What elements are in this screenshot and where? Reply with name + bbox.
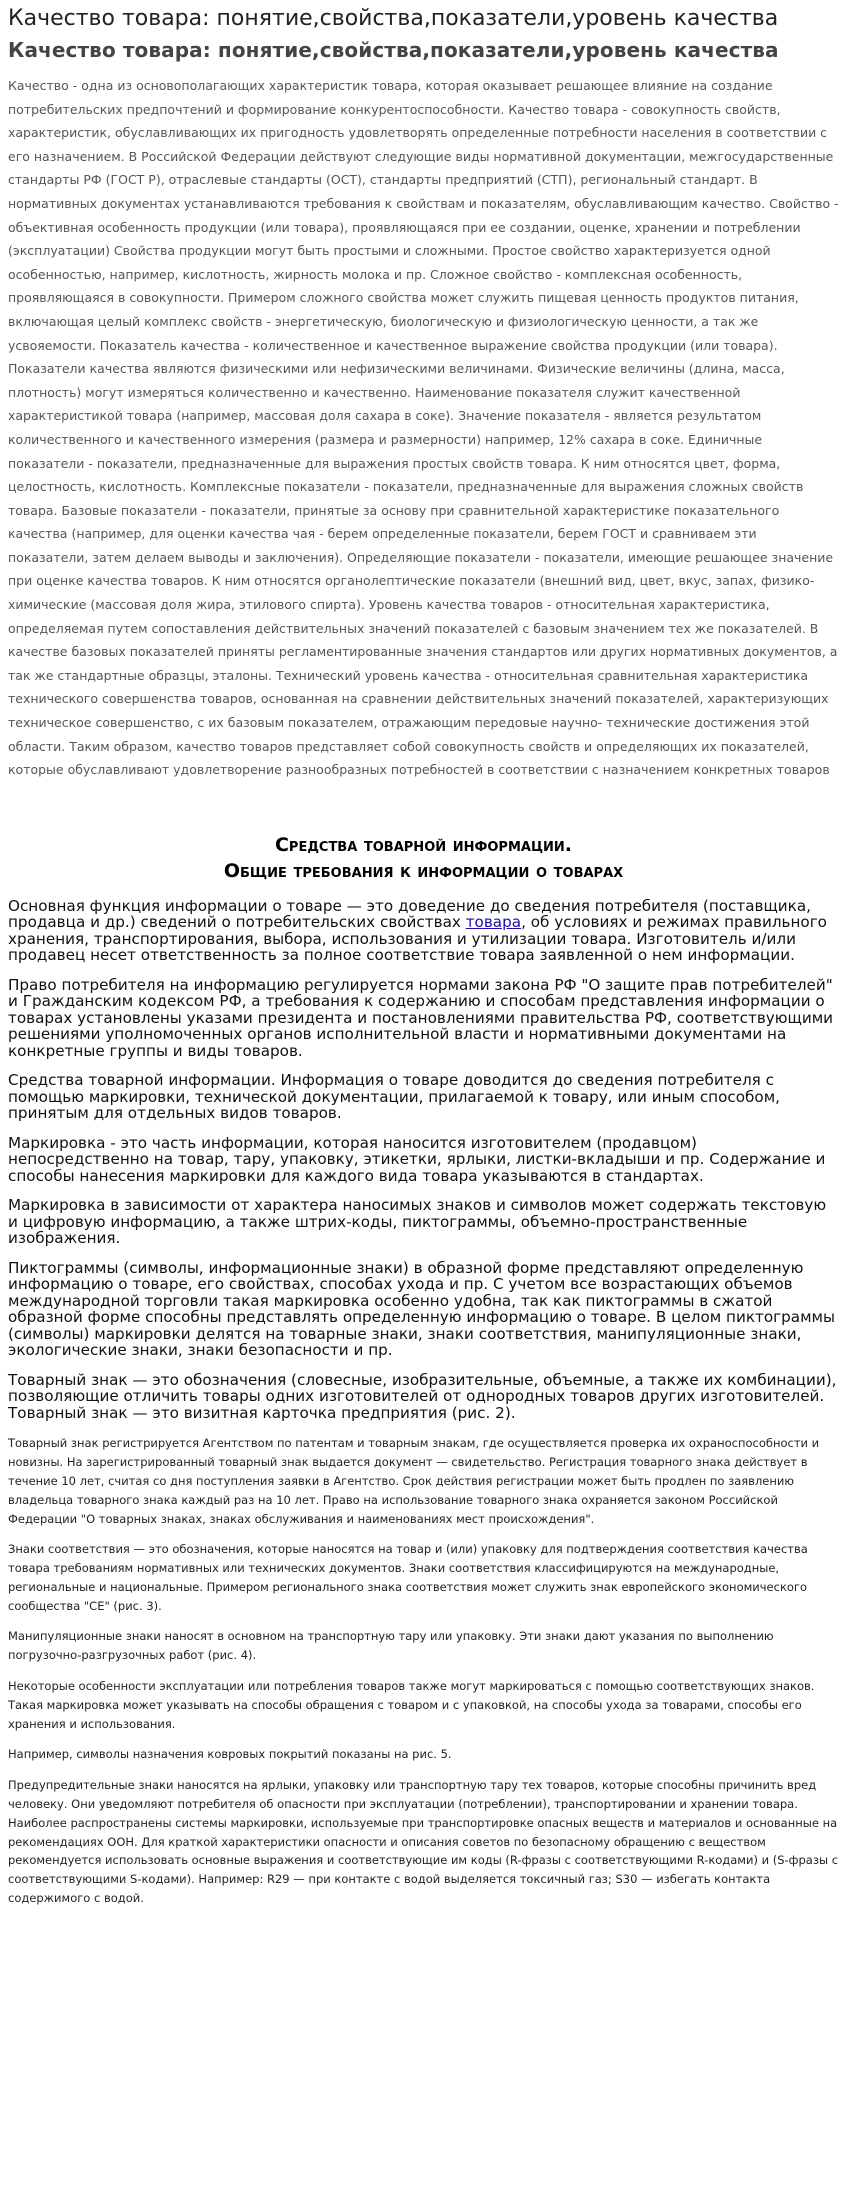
paragraph-info-means: Средства товарной информации. Информация о товаре доводится до сведения потребителя с помощью маркировки, технической документации, прилагаемой к товару, или иным способом, принятым для отдельных видов товаров. (8, 1071, 780, 1123)
paragraph-handling-marks: Манипуляционные знаки наносят в основном на транспортную тару или упаковку. Эти знаки дают указания по выполнению погрузочно-разгрузочных работ (рис. 4). (8, 1629, 774, 1663)
page-title: Качество товара: понятие,свойства,показатели,уровень качества (8, 6, 779, 31)
paragraph-usage-marks: Некоторые особенности эксплуатации или потребления товаров также могут маркироваться с помощью соответствующих знаков. Такая маркировка может указывать на способы обращения с товаром и с упаковкой, на способы ухода за товарами, способы его хранения и использования. (8, 1679, 815, 1731)
section-title-line1: Средства товарной информации. (274, 833, 573, 856)
section-title-line2: Общие требования к информации о товарах (223, 859, 624, 882)
paragraph-product-info-function (8, 898, 839, 964)
paragraph-marking: Маркировка - это часть информации, которая наносится изготовителем (продавцом) непосредственно на товар, тару, упаковку, этикетки, ярлыки, листки-вкладыши и пр. Содержание и способы нанесения маркировки для каждого вида товара указываются в стандартах. (8, 1133, 826, 1185)
paragraph-conformity-marks: Знаки соответствия — это обозначения, которые наносятся на товар и (или) упаковку для подтверждения соответствия качества товара требованиям нормативных или технических документов. Знаки соответствия классифицируются на международные, региональные и национальные. Примером регионального знака соответствия может служить знак европейского экономического сообщества "СЕ" (рис. 3). (8, 1542, 808, 1613)
paragraph-trademark-registration: Товарный знак регистрируется Агентством по патентам и товарным знакам, где осуществляется проверка их охраноспособности и новизны. На зарегистрированный товарный знак выдается документ — свидетельство. Регистрация товарного знака действует в течение 10 лет, считая со дня поступления заявки в Агентство. Срок действия регистрации может быть продлен по заявлению владельца товарного знака каждый раз на 10 лет. Право на использование товарного знака охраняется законом Российской Федерации "О товарных знаках, знаках обслуживания и наименованиях мест происхождения". (8, 1436, 820, 1526)
paragraph-consumer-rights: Право потребителя на информацию регулируется нормами закона РФ "О защите прав потребителей" и Гражданским кодексом РФ, а требования к содержанию и способам представления информации о товарах установлены указами президента и постановлениями правительства РФ, соответствующими решениями уполномоченных органов исполнительной власти и нормативными документами на конкретные группы и виды товаров. (8, 975, 834, 1060)
product-link[interactable]: товара (465, 913, 522, 932)
article-heading: Качество товара: понятие,свойства,показатели,уровень качества (8, 38, 779, 62)
paragraph-trademark: Товарный знак — это обозначения (словесные, изобразительные, объемные, а также их комбинации), позволяющие отличить товары одних изготовителей от однородных товаров других изготовителей. Товарный знак — это визитная карточка предприятия (рис. 2). (8, 1370, 837, 1422)
paragraph-text: Основная функция информации о товаре — это доведение до сведения потребителя (поставщика, продавца и др.) сведений о потребительских свойствах (8, 896, 811, 932)
paragraph-warning-signs: Предупредительные знаки наносятся на ярлыки, упаковку или транспортную тару тех товаров, которые способны причинить вред человеку. Они уведомляют потребителя об опасности при эксплуатации (потреблении), транспортировании и хранении товара. Наиболее распространены системы маркировки, используемые при транспортировке опасных веществ и материалов и основанные на рекомендациях ООН. Для краткой характеристики опасности и описания советов по безопасному обращению с веществом рекомендуется использовать основные выражения и соответствующие им коды (R-фразы с соответствующими R-кодами) и (S-фразы с соответствующими S-кодами). Например: R29 — при контакте с водой выделяется токсичный газ; S30 — избегать контакта содержимого с водой. (8, 1778, 839, 1906)
article-body: Качество - одна из основополагающих характеристик товара, которая оказывает решающее влияние на создание потребительских предпочтений и формирование конкурентоспособности. Качество товара - совокупность свойств, характеристик, обуславливающих их пригодность удовлетворять определенные потребности населения в соответствии с его назначением. В Российской Федерации действуют следующие виды нормативной документации, межгосударственные стандарты РФ (ГОСТ Р), отраслевые стандарты (ОСТ), стандарты предприятий (СТП), региональный стандарт. В нормативных документах устанавливаются требования к свойствам и показателям, обуславливающим качество. Свойство - объективная особенность продукции (или товара), проявляющаяся при ее создании, оценке, хранении и потреблении (эксплуатации) Свойства продукции могут быть простыми и сложными. Простое свойство характеризуется одной особенностью, например, кислотность, жирность молока и пр. Сложное свойство - комплексная особенность, проявляющаяся в совокупности. Примером сложного свойства может служить пищевая ценность продуктов питания, включающая целый комплекс свойств - энергетическую, биологическую и физиологическую ценности, а так же усвояемости. Показатель качества - количественное и качественное выражение свойства продукции (или товара). Показатели качества являются физическими или нефизическими величинами. Физические величины (длина, масса, плотность) могут измеряться количественно и качественно. Наименование показателя служит качественной характеристикой товара (например, массовая доля сахара в соке). Значение показателя - является результатом количественного и качественного измерения (размера и размерности) например, 12% сахара в соке. Единичные показатели - показатели, предназначенные для выражения простых свойств товара. К ним относятся цвет, форма, целостность, кислотность. Комплексные показатели - показатели, предназначенные для выражения сложных свойств товара. Базовые показатели - показатели, принятые за основу при сравнительной характеристике показательного качества (например, для оценки качества чая - берем определенные показатели, берем ГОСТ и сравниваем эти показатели, затем делаем выводы и заключения). Определяющие показатели - показатели, имеющие решающее значение при оценке качества товаров. К ним относятся органолептические показатели (внешний вид, цвет, вкус, запах, физико-химические (массовая доля жира, этилового спирта). Уровень качества товаров - относительная характеристика, определяемая путем сопоставления действительных значений показателей с базовым значением тех же показателей. В качестве базовых показателей приняты регламентированные значения стандартов или других нормативных документов, а так же стандартные образцы, эталоны. Технический уровень качества - относительная сравнительная характеристика технического совершенства товаров, основанная на сравнении действительных значений показателей, характеризующих техническое совершенство, с их базовым показателем, отражающим передовые научно- технические достижения этой области. Таким образом, качество товаров представляет собой совокупность свойств и определяющих их показателей, которые обуславливают удовлетворение разнообразных потребностей в соответствии с назначением конкретных товаров (8, 78, 839, 778)
paragraph-carpet-symbols: Например, символы назначения ковровых покрытий показаны на рис. 5. (8, 1747, 452, 1762)
paragraph-marking-content: Маркировка в зависимости от характера наносимых знаков и символов может содержать текстовую и цифровую информацию, а также штрих-коды, пиктограммы, объемно-пространственные изображения. (8, 1196, 827, 1248)
section-title (8, 832, 839, 884)
paragraph-pictograms: Пиктограммы (символы, информационные знаки) в образной форме представляют определенную информацию о товаре, его свойствах, способах ухода и пр. С учетом все возрастающих объемов международной торговли такая маркировка особенно удобна, так как пиктограммы в сжатой образной форме способны представлять определенную информацию о товаре. В целом пиктограммы (символы) маркировки делятся на товарные знаки, знаки соответствия, манипуляционные знаки, экологические знаки, знаки безопасности и пр. (8, 1258, 835, 1360)
paragraph-text: , об условиях и режимах правильного хранения, транспортирования, выбора, использования и утилизации товара. Изготовитель и/или продавец несет ответственность за полное соответствие товара заявленной о нем информации. (8, 913, 827, 965)
page (0, 6, 847, 1908)
